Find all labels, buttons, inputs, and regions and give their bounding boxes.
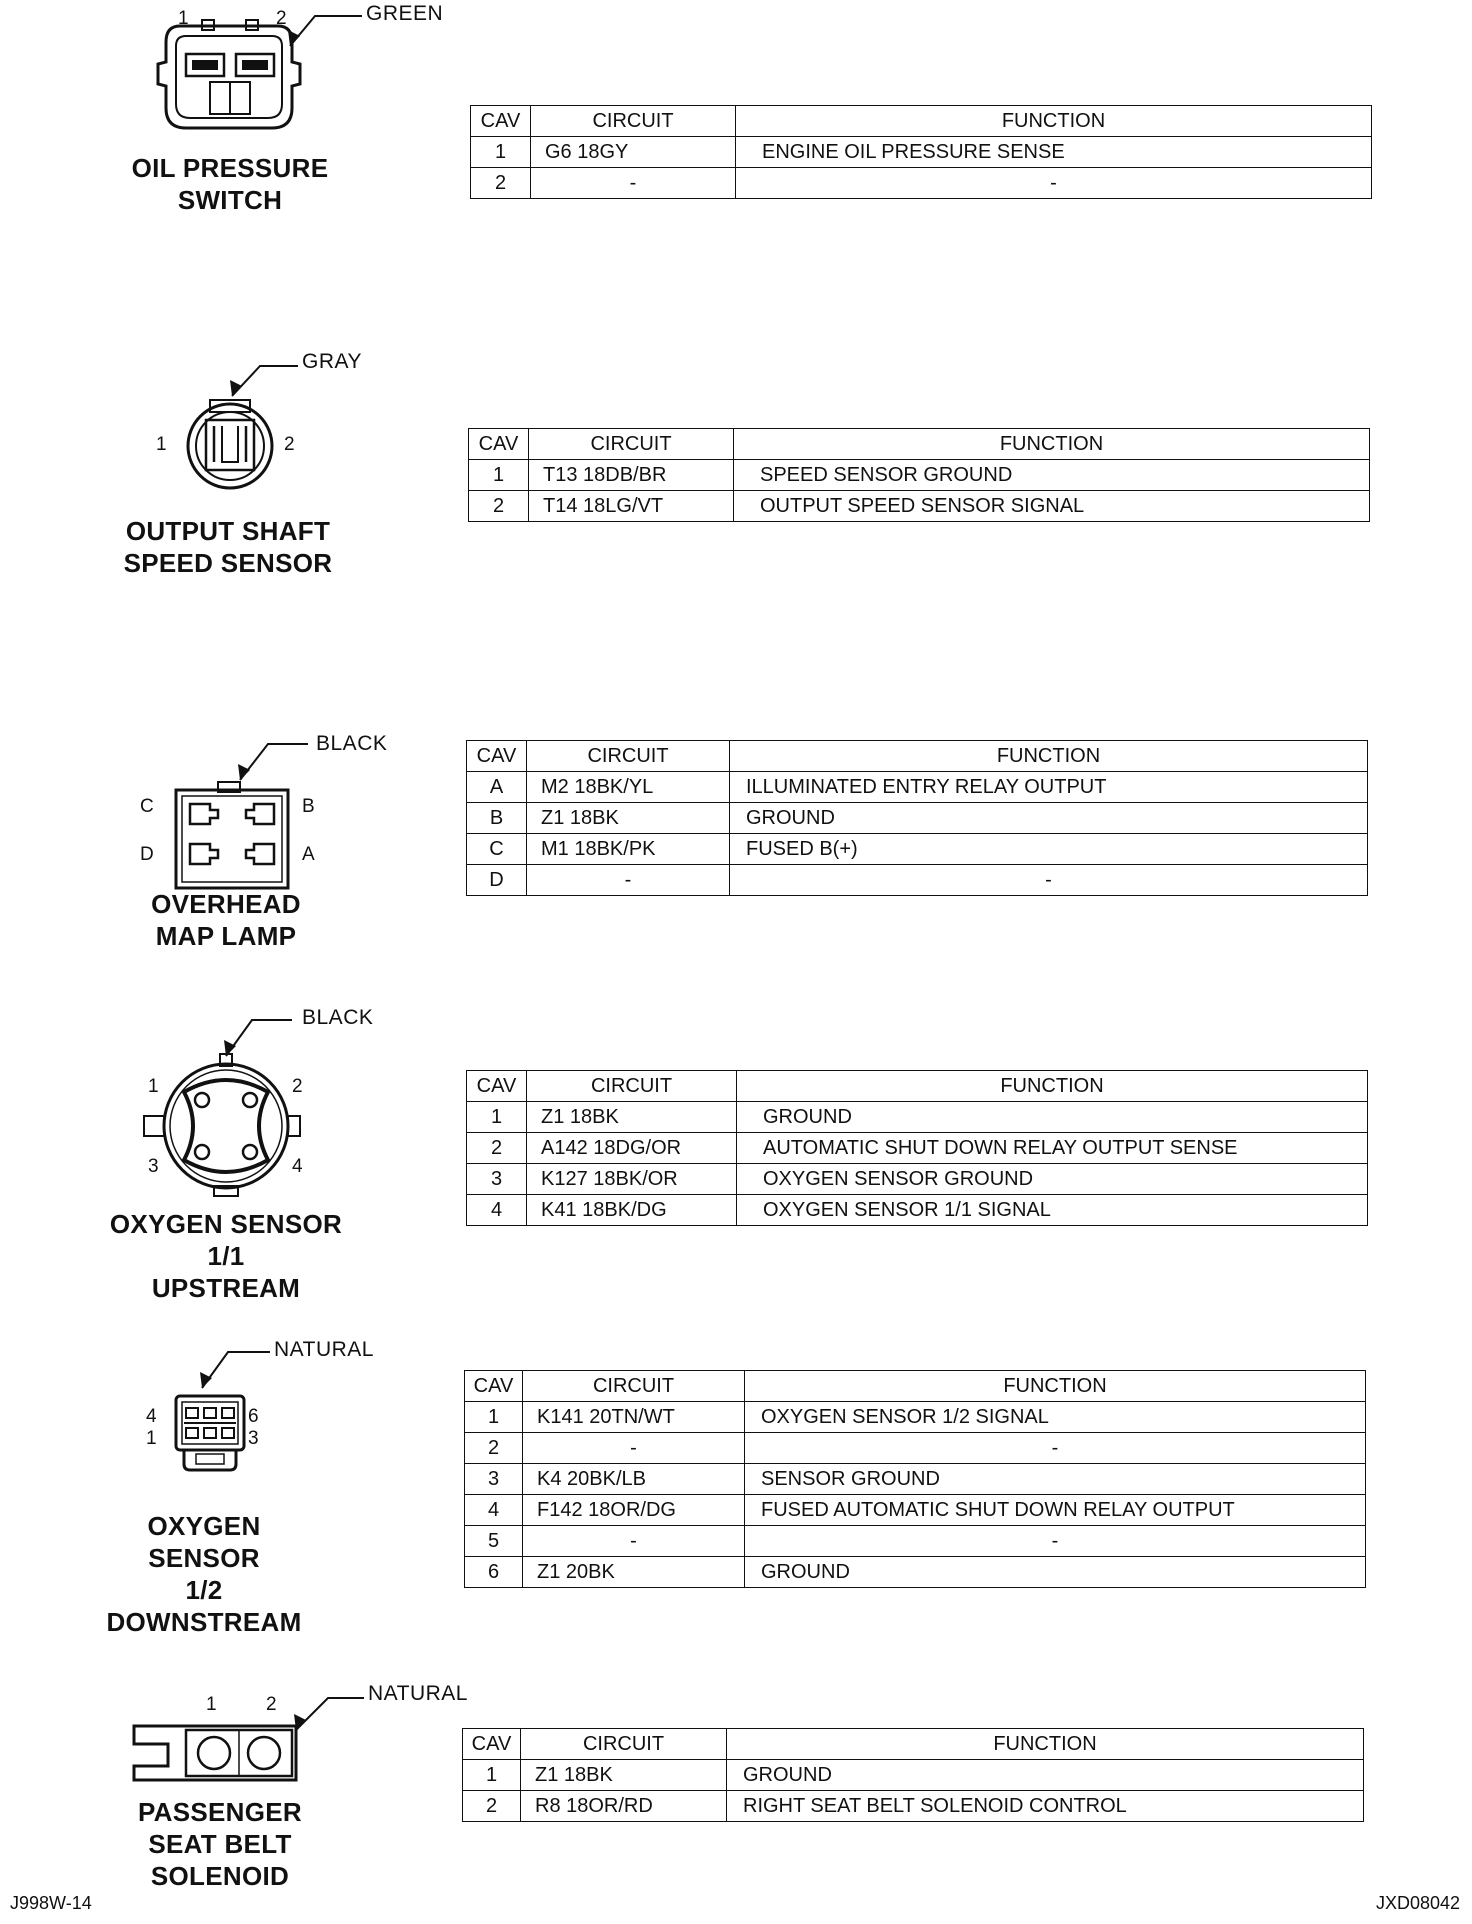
cav-header: CAV <box>467 741 527 772</box>
table-row <box>467 1102 1368 1133</box>
cav-cell: 1 <box>469 460 529 491</box>
pinout-table <box>470 105 1372 199</box>
function-header: FUNCTION <box>730 741 1368 772</box>
pin-label: 2 <box>266 1694 277 1715</box>
cav-cell: 2 <box>469 491 529 522</box>
table-row <box>465 1464 1366 1495</box>
overhead-map-lamp-connector-icon <box>168 730 318 880</box>
cav-cell: B <box>467 803 527 834</box>
cav-cell: 3 <box>467 1164 527 1195</box>
passenger-seat-belt-solenoid-connector-icon <box>128 1680 378 1790</box>
circuit-cell: K4 20BK/LB <box>523 1464 745 1495</box>
connector-color-label: BLACK <box>302 1006 374 1029</box>
table-row <box>469 460 1370 491</box>
table-row <box>467 803 1368 834</box>
circuit-cell: K141 20TN/WT <box>523 1402 745 1433</box>
function-cell: AUTOMATIC SHUT DOWN RELAY OUTPUT SENSE <box>737 1133 1368 1164</box>
table-row <box>471 137 1372 168</box>
oxygen-sensor-downstream-connector-icon <box>160 1336 310 1476</box>
circuit-cell: Z1 18BK <box>527 803 730 834</box>
table-row <box>463 1791 1364 1822</box>
cav-cell: 4 <box>465 1495 523 1526</box>
function-cell: GROUND <box>737 1102 1368 1133</box>
circuit-cell: K41 18BK/DG <box>527 1195 737 1226</box>
connector-name: PASSENGER SEAT BELT SOLENOID <box>137 1797 303 1891</box>
pin-label: 1 <box>178 8 189 29</box>
table-row <box>467 865 1368 896</box>
cav-cell: A <box>467 772 527 803</box>
cav-header: CAV <box>465 1371 523 1402</box>
function-cell: GROUND <box>745 1557 1366 1588</box>
function-cell: - <box>745 1526 1366 1557</box>
connector-color-label: GREEN <box>366 2 444 25</box>
table-row <box>471 168 1372 199</box>
connector-name: OIL PRESSURE SWITCH <box>131 153 329 215</box>
table-row <box>467 1195 1368 1226</box>
cav-cell: 1 <box>471 137 531 168</box>
circuit-cell: K127 18BK/OR <box>527 1164 737 1195</box>
cav-header: CAV <box>467 1071 527 1102</box>
cav-cell: 1 <box>465 1402 523 1433</box>
circuit-cell: F142 18OR/DG <box>523 1495 745 1526</box>
circuit-cell: M2 18BK/YL <box>527 772 730 803</box>
pinout-table <box>468 428 1370 522</box>
cav-cell: D <box>467 865 527 896</box>
cav-cell: 6 <box>465 1557 523 1588</box>
function-cell: ILLUMINATED ENTRY RELAY OUTPUT <box>730 772 1368 803</box>
circuit-header: CIRCUIT <box>531 106 736 137</box>
function-cell: OXYGEN SENSOR GROUND <box>737 1164 1368 1195</box>
connector-color-label: NATURAL <box>274 1338 374 1361</box>
function-cell: GROUND <box>727 1760 1364 1791</box>
function-header: FUNCTION <box>736 106 1372 137</box>
table-header-row <box>463 1729 1364 1760</box>
oil-pressure-switch-connector-icon <box>150 0 380 140</box>
pin-label: D <box>140 844 154 865</box>
table-row <box>465 1433 1366 1464</box>
circuit-cell: G6 18GY <box>531 137 736 168</box>
pin-label: 1 <box>156 434 167 455</box>
table-row <box>463 1760 1364 1791</box>
pin-label: 2 <box>292 1076 303 1097</box>
circuit-header: CIRCUIT <box>527 1071 737 1102</box>
function-cell: FUSED AUTOMATIC SHUT DOWN RELAY OUTPUT <box>745 1495 1366 1526</box>
table-header-row <box>467 1071 1368 1102</box>
circuit-cell: - <box>531 168 736 199</box>
cav-cell: 2 <box>463 1791 521 1822</box>
cav-cell: 2 <box>467 1133 527 1164</box>
table-row <box>465 1402 1366 1433</box>
pin-label: 2 <box>284 434 295 455</box>
figure-id-left: J998W-14 <box>10 1893 92 1913</box>
cav-cell: 4 <box>467 1195 527 1226</box>
connector-name: OUTPUT SHAFT SPEED SENSOR <box>123 516 333 578</box>
circuit-cell: A142 18DG/OR <box>527 1133 737 1164</box>
pinout-table <box>464 1370 1366 1588</box>
connector-name: OVERHEAD MAP LAMP <box>151 889 301 951</box>
oxygen-sensor-upstream-connector-icon <box>140 1004 310 1204</box>
function-cell: OUTPUT SPEED SENSOR SIGNAL <box>734 491 1370 522</box>
function-header: FUNCTION <box>727 1729 1364 1760</box>
table-row <box>467 834 1368 865</box>
table-row <box>467 1164 1368 1195</box>
pin-label: 1 <box>206 1694 217 1715</box>
cav-header: CAV <box>463 1729 521 1760</box>
table-row <box>465 1557 1366 1588</box>
circuit-cell: Z1 18BK <box>527 1102 737 1133</box>
circuit-header: CIRCUIT <box>527 741 730 772</box>
circuit-cell: - <box>527 865 730 896</box>
function-header: FUNCTION <box>734 429 1370 460</box>
cav-cell: 3 <box>465 1464 523 1495</box>
pinout-table <box>462 1728 1364 1822</box>
circuit-cell: - <box>523 1526 745 1557</box>
function-cell: RIGHT SEAT BELT SOLENOID CONTROL <box>727 1791 1364 1822</box>
pinout-table <box>466 740 1368 896</box>
function-cell: FUSED B(+) <box>730 834 1368 865</box>
pin-label: 3 <box>148 1156 159 1177</box>
pinout-table <box>466 1070 1368 1226</box>
function-cell: - <box>745 1433 1366 1464</box>
pin-label: B <box>302 796 315 817</box>
function-header: FUNCTION <box>745 1371 1366 1402</box>
pin-label: C <box>140 796 154 817</box>
connector-name: OXYGEN SENSOR 1/2 DOWNSTREAM <box>106 1511 302 1637</box>
pin-label: A <box>302 844 315 865</box>
table-header-row <box>469 429 1370 460</box>
circuit-cell: R8 18OR/RD <box>521 1791 727 1822</box>
cav-cell: 2 <box>465 1433 523 1464</box>
pin-label: 1 <box>146 1428 157 1449</box>
table-header-row <box>467 741 1368 772</box>
connector-color-label: GRAY <box>302 350 362 373</box>
figure-id-right: JXD08042 <box>1375 1893 1460 1913</box>
pin-label: 2 <box>276 8 287 29</box>
circuit-cell: T13 18DB/BR <box>529 460 734 491</box>
function-cell: OXYGEN SENSOR 1/2 SIGNAL <box>745 1402 1366 1433</box>
connector-color-label: BLACK <box>316 732 388 755</box>
cav-cell: 1 <box>467 1102 527 1133</box>
function-cell: - <box>730 865 1368 896</box>
cav-header: CAV <box>471 106 531 137</box>
table-header-row <box>465 1371 1366 1402</box>
pin-label: 6 <box>248 1406 259 1427</box>
table-row <box>465 1495 1366 1526</box>
circuit-cell: T14 18LG/VT <box>529 491 734 522</box>
circuit-cell: Z1 18BK <box>521 1760 727 1791</box>
circuit-header: CIRCUIT <box>521 1729 727 1760</box>
table-header-row <box>471 106 1372 137</box>
output-shaft-speed-sensor-connector-icon <box>170 350 310 490</box>
table-row <box>465 1526 1366 1557</box>
function-cell: ENGINE OIL PRESSURE SENSE <box>736 137 1372 168</box>
cav-cell: 5 <box>465 1526 523 1557</box>
function-cell: GROUND <box>730 803 1368 834</box>
table-row <box>467 1133 1368 1164</box>
connector-color-label: NATURAL <box>368 1682 468 1705</box>
function-header: FUNCTION <box>737 1071 1368 1102</box>
pin-label: 3 <box>248 1428 259 1449</box>
cav-header: CAV <box>469 429 529 460</box>
cav-cell: C <box>467 834 527 865</box>
function-cell: SPEED SENSOR GROUND <box>734 460 1370 491</box>
cav-cell: 1 <box>463 1760 521 1791</box>
connector-name: OXYGEN SENSOR 1/1 UPSTREAM <box>109 1209 343 1303</box>
function-cell: OXYGEN SENSOR 1/1 SIGNAL <box>737 1195 1368 1226</box>
table-row <box>467 772 1368 803</box>
circuit-cell: M1 18BK/PK <box>527 834 730 865</box>
circuit-header: CIRCUIT <box>523 1371 745 1402</box>
pin-label: 1 <box>148 1076 159 1097</box>
table-row <box>469 491 1370 522</box>
circuit-cell: - <box>523 1433 745 1464</box>
function-cell: - <box>736 168 1372 199</box>
pin-label: 4 <box>292 1156 303 1177</box>
pin-label: 4 <box>146 1406 157 1427</box>
circuit-cell: Z1 20BK <box>523 1557 745 1588</box>
cav-cell: 2 <box>471 168 531 199</box>
function-cell: SENSOR GROUND <box>745 1464 1366 1495</box>
circuit-header: CIRCUIT <box>529 429 734 460</box>
